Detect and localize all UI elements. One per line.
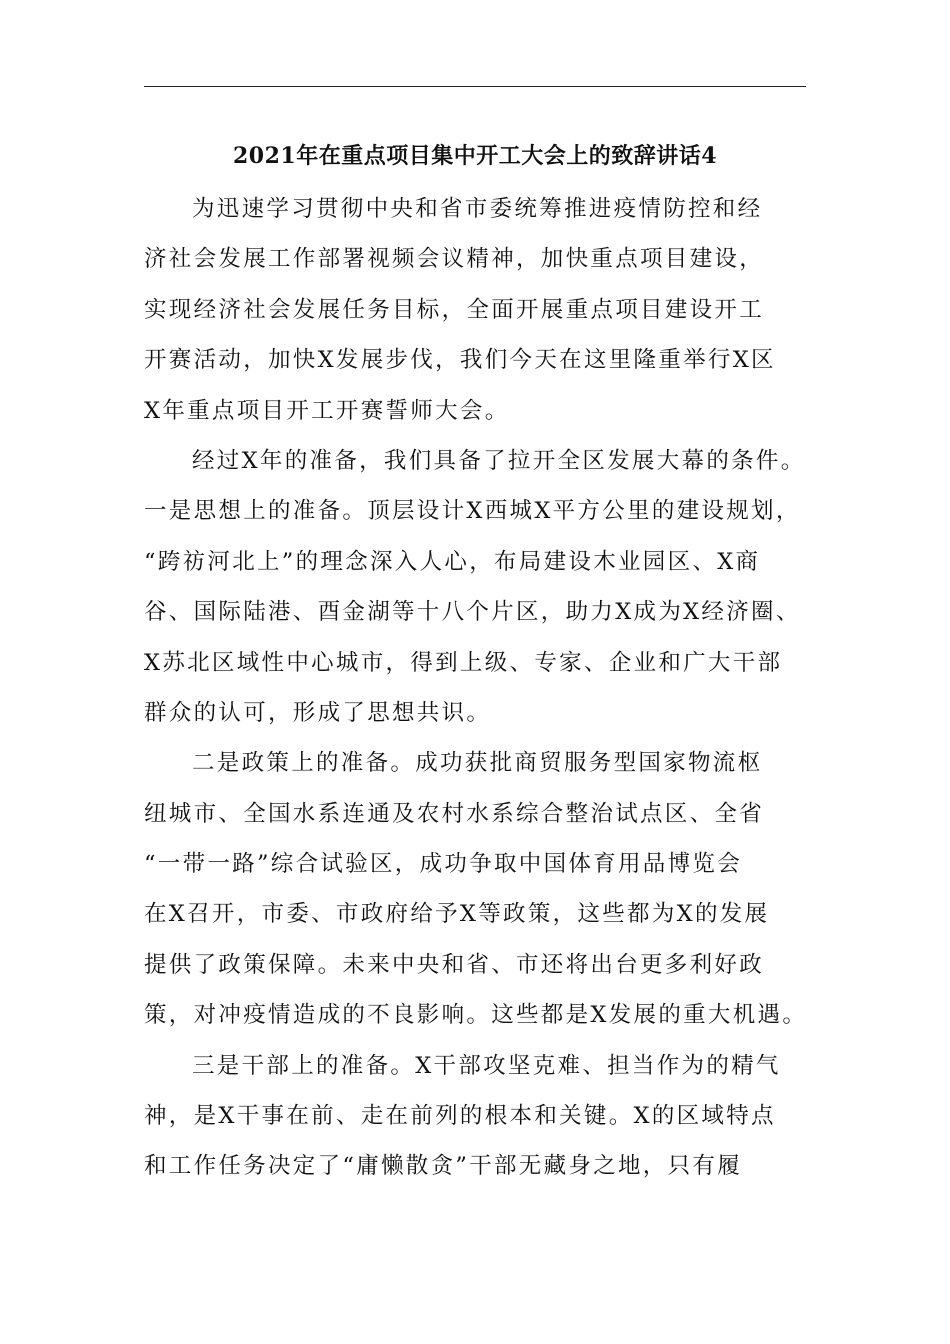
text-line: 神，是X干事在前、走在前列的根本和关键。X的区域特点	[144, 1103, 776, 1130]
text-line: 实现经济社会发展任务目标，全面开展重点项目建设开工	[144, 296, 765, 323]
text-line: 在X召开，市委、市政府给予X等政策，这些都为X的发展	[144, 901, 770, 928]
text-line: 经过X年的准备，我们具备了拉开全区发展大幕的条件。	[192, 447, 806, 474]
text-line: “跨祊河北上”的理念深入人心，布局建设木业园区、X商	[144, 548, 761, 575]
text-line: 群众的认可，形成了思想共识。	[144, 699, 492, 726]
text-line: 策，对冲疫情造成的不良影响。这些都是X发展的重大机遇。	[144, 1002, 808, 1029]
text-line: 谷、国际陆港、酉金湖等十八个片区，助力X成为X经济圈、	[144, 599, 801, 626]
text-line: X年重点项目开工开赛誓师大会。	[144, 397, 510, 424]
text-line: X苏北区域性中心城市，得到上级、专家、企业和广大干部	[144, 649, 783, 676]
text-line: 为迅速学习贯彻中央和省市委统筹推进疫情防控和经	[192, 196, 763, 222]
text-line: 济社会发展工作部署视频会议精神，加快重点项目建设，	[144, 246, 765, 273]
text-line: 三是干部上的准备。X干部攻坚克难、担当作为的精气	[192, 1052, 781, 1079]
document-body	[144, 184, 812, 1192]
header-rule	[144, 86, 806, 87]
text-line: 纽城市、全国水系连通及农村水系综合整治试点区、全省	[144, 800, 765, 827]
text-line: 开赛活动，加快X发展步伐，我们今天在这里隆重举行X区	[144, 347, 776, 374]
text-line: 一是思想上的准备。顶层设计X西城X平方公里的建设规划，	[144, 498, 801, 525]
text-line: “一带一路”综合试验区，成功争取中国体育用品博览会	[144, 851, 743, 878]
text-line: 提供了政策保障。未来中央和省、市还将出台更多利好政	[144, 951, 765, 978]
text-line: 和工作任务决定了“庸懒散贪”干部无藏身之地，只有履	[144, 1153, 743, 1180]
text-line: 二是政策上的准备。成功获批商贸服务型国家物流枢	[192, 750, 763, 777]
document-title: 2021年在重点项目集中开工大会上的致辞讲话4	[232, 143, 718, 169]
